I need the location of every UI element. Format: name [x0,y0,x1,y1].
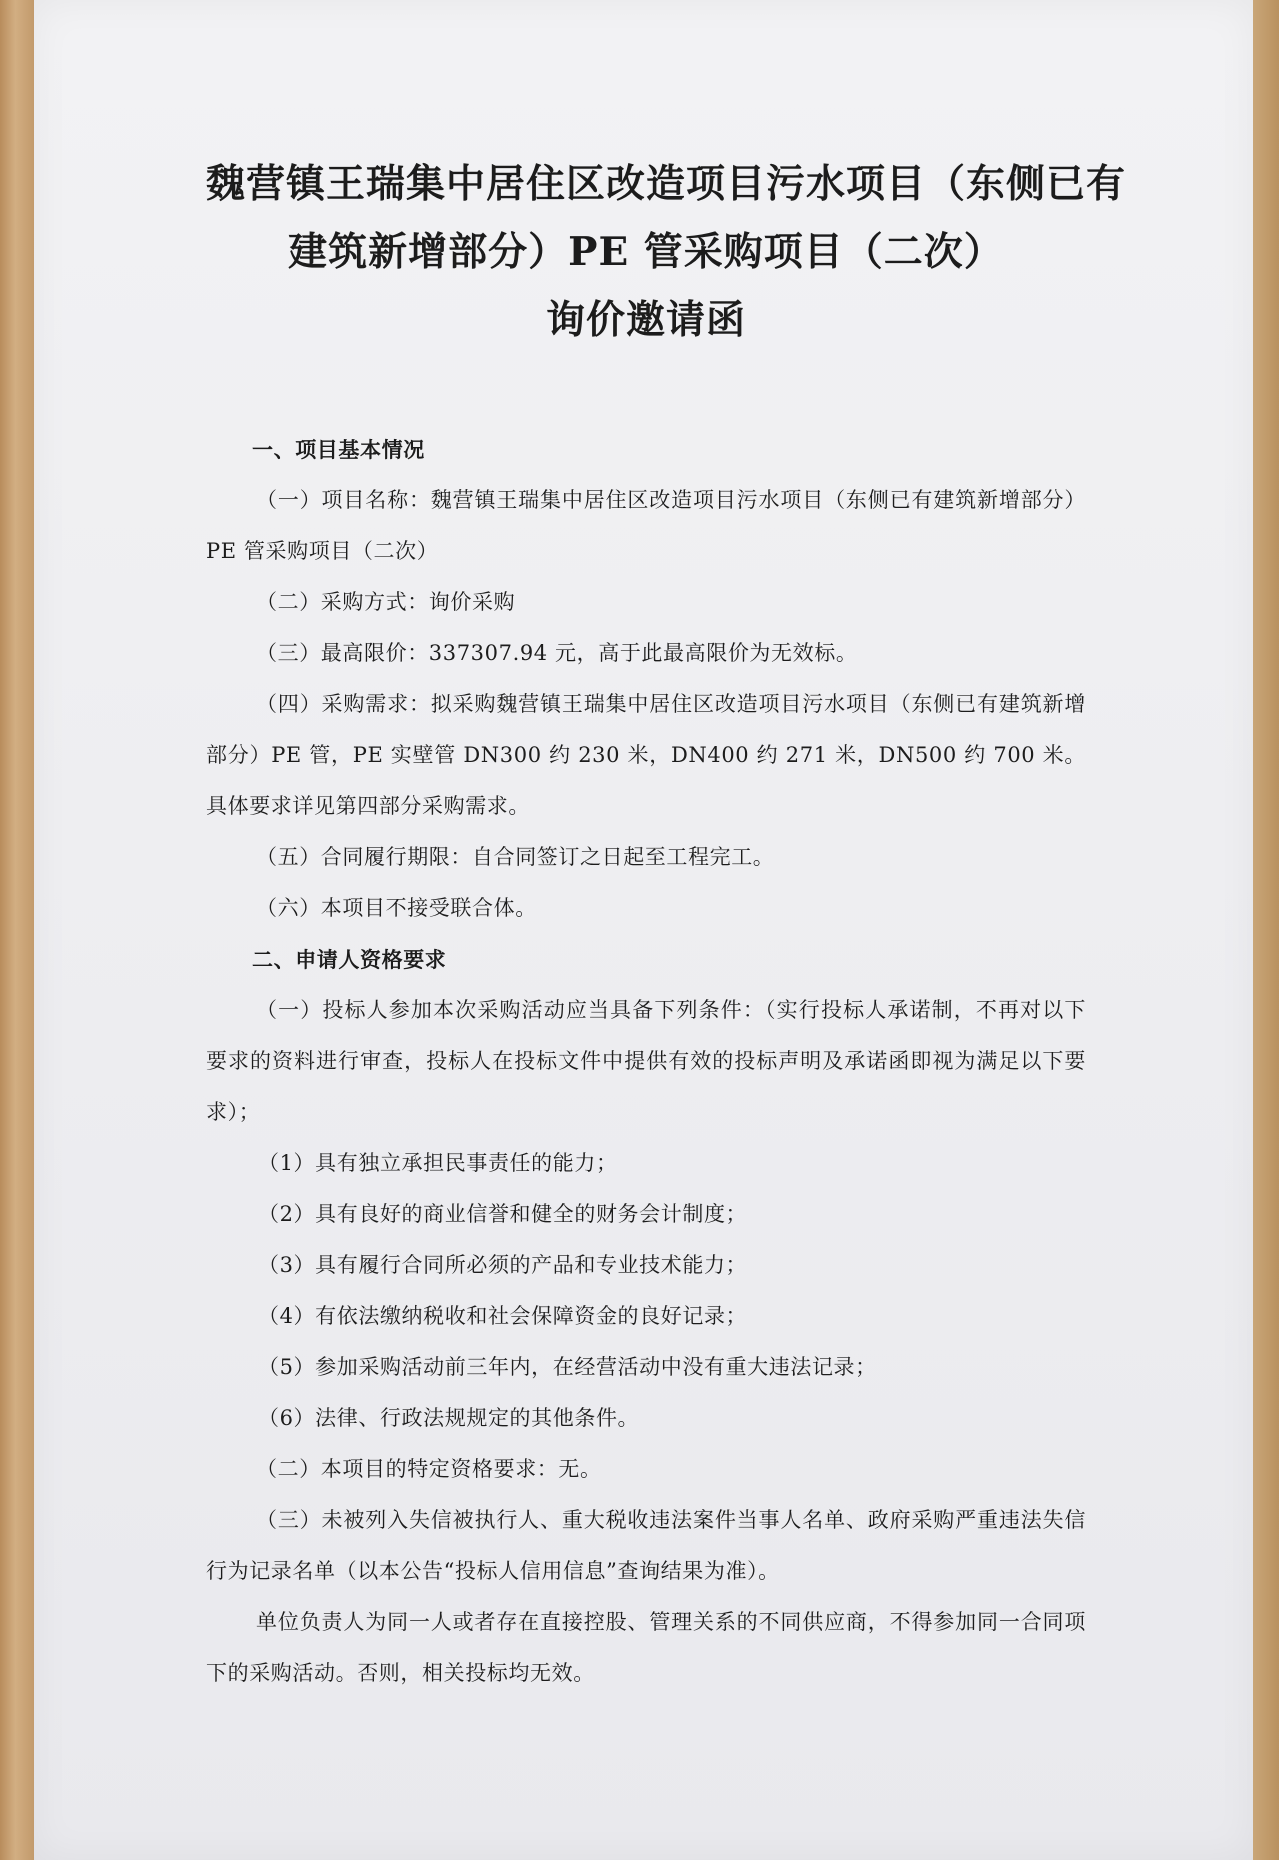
no-consortium-paragraph: （六）本项目不接受联合体。 [256,896,537,920]
condition-item: （5）参加采购活动前三年内，在经营活动中没有重大违法记录； [258,1355,877,1379]
procurement-method-paragraph: （二）采购方式：询价采购 [256,590,516,614]
section-heading-qualifications: 二、申请人资格要求 [252,947,447,972]
max-price-paragraph: （三）最高限价：337307.94 元，高于此最高限价为无效标。 [256,641,858,665]
project-name-paragraph: （一）项目名称：魏营镇王瑞集中居住区改造项目污水项目（东侧已有建筑新增部分）PE 管采购项目（二次） [206,488,1086,563]
document-title [206,150,1127,354]
contract-period-paragraph: （五）合同履行期限：自合同签订之日起至工程完工。 [256,845,775,869]
condition-item: （2）具有良好的商业信誉和健全的财务会计制度； [258,1202,748,1226]
condition-item: （3）具有履行合同所必须的产品和专业技术能力； [258,1253,748,1277]
document-content [206,150,1127,1699]
title-line-1: 魏营镇王瑞集中居住区改造项目污水项目（东侧已有 [206,161,1127,207]
title-line-2: 建筑新增部分）PE 管采购项目（二次） [288,229,1004,275]
condition-item: （1）具有独立承担民事责任的能力； [258,1151,618,1175]
procurement-demand-paragraph: （四）采购需求：拟采购魏营镇王瑞集中居住区改造项目污水项目（东侧已有建筑新增部分）PE 管，PE 实壁管 DN300 约 230 米，DN400 约 271 米，DN500 约 700 米。具体要求详见第四部分采购需求。 [206,692,1086,818]
wood-background-left [0,0,34,1860]
title-line-3: 询价邀请函 [545,297,746,343]
credit-record-paragraph: （三）未被列入失信被执行人、重大税收违法案件当事人名单、政府采购严重违法失信行为记录名单（以本公告“投标人信用信息”查询结果为准）。 [206,1508,1086,1583]
section-heading-basic-info: 一、项目基本情况 [252,437,425,462]
specific-qualification-paragraph: （二）本项目的特定资格要求：无。 [256,1457,602,1481]
related-supplier-note-paragraph: 单位负责人为同一人或者存在直接控股、管理关系的不同供应商，不得参加同一合同项下的采购活动。否则，相关投标均无效。 [206,1610,1086,1685]
condition-item: （6）法律、行政法规规定的其他条件。 [258,1406,640,1430]
wood-background-right [1253,0,1279,1860]
qualification-intro-paragraph: （一）投标人参加本次采购活动应当具备下列条件：（实行投标人承诺制，不再对以下要求的资料进行审查，投标人在投标文件中提供有效的投标声明及承诺函即视为满足以下要求）； [206,998,1086,1124]
condition-item: （4）有依法缴纳税收和社会保障资金的良好记录； [258,1304,748,1328]
